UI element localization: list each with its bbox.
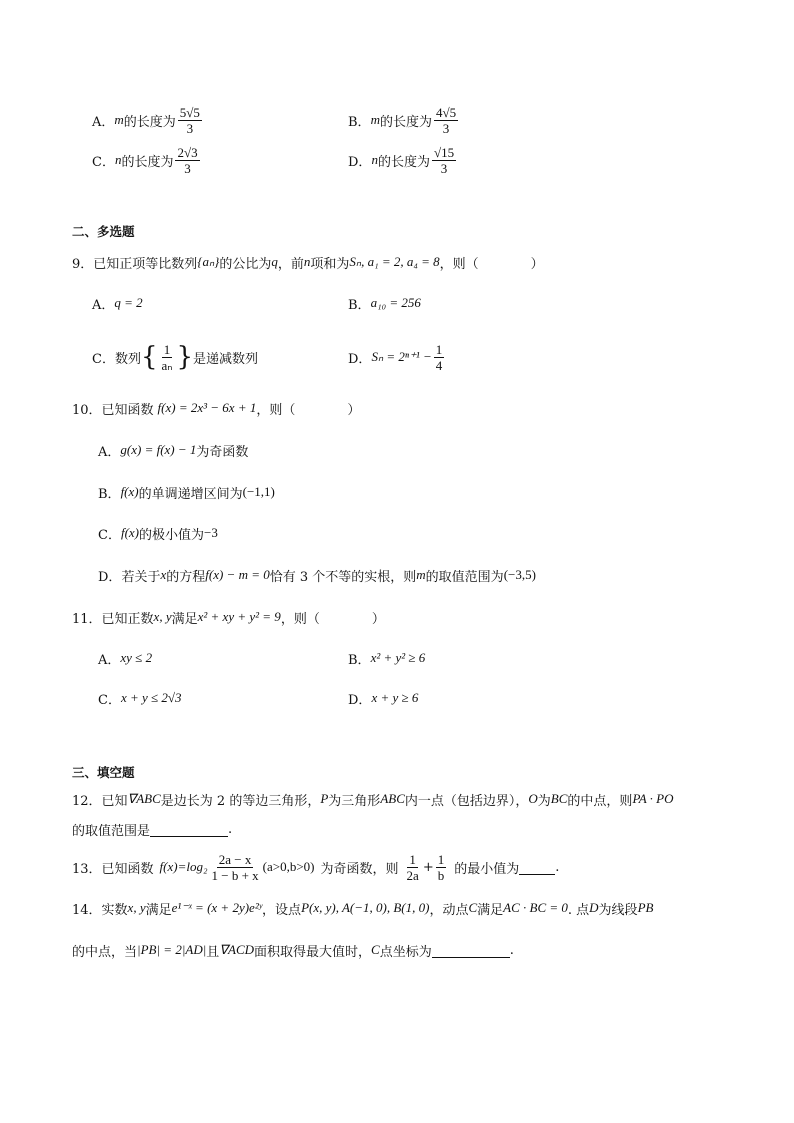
- answer-blank[interactable]: [150, 822, 228, 837]
- fraction: $\frac{1}{2a}$: [406, 851, 419, 883]
- fraction: $\frac{1}{4}$: [435, 341, 443, 373]
- left-brace: {: [140, 342, 158, 372]
- q11-option-b: B． x² + y² ≥ 6: [348, 650, 426, 668]
- q10-option-a: A． g(x) = f(x) − 1 为奇函数: [98, 442, 249, 460]
- question-12-line-1: 12．已知 ∇ABC 是边长为 2 的等边三角形， P 为三角形 ABC 内一点（包括边界）， O 为 BC 的中点，则 PA · PO: [72, 791, 674, 809]
- question-14-line-2: 的中点，当 |PB| = 2|AD| 且 ∇ACD 面积取得最大值时， C 点坐标为 .: [72, 942, 514, 960]
- right-brace: }: [176, 342, 194, 372]
- q8-option-d: D． n 的长度为 $\frac{√15}{3}$: [348, 144, 455, 176]
- question-11-stem: 11．已知正数 x, y 满足 x² + xy + y² = 9 ，则（ ）: [72, 609, 385, 627]
- question-13: 13．已知函数 f(x)=log₂ $\frac{2a - x}{1 - b + x}$ (a>0,b>0) 为奇函数，则 $\frac{1}{2a}$ + $\frac{1}{b}$ 的最小值为 .: [72, 851, 560, 883]
- q8-option-b: B． m 的长度为 $\frac{4√5}{3}$: [348, 104, 457, 136]
- answer-blank[interactable]: [432, 943, 510, 958]
- q8-option-c: C． n 的长度为 $\frac{2√3}{3}$: [92, 144, 198, 176]
- fraction: $\frac{2√3}{3}$: [177, 144, 198, 176]
- q11-option-a: A． xy ≤ 2: [98, 650, 153, 668]
- section-heading-multi-choice: 二、多选题: [72, 224, 135, 239]
- question-14-line-1: 14．实数 x, y 满足 e¹⁻ˣ = (x + 2y)e²ʸ ，设点 P(x, y), A(−1, 0), B(1, 0) ，动点 C 满足 AC · BC = 0 . 点 D 为线段 PB: [72, 900, 654, 918]
- q11-option-d: D． x + y ≥ 6: [348, 690, 419, 708]
- q8-option-a: A． m 的长度为 $\frac{5√5}{3}$: [92, 104, 200, 136]
- fraction: $\frac{4√5}{3}$: [435, 104, 457, 136]
- q9-option-a: A． q = 2: [92, 295, 143, 313]
- question-10-stem: 10．已知函数 f(x) = 2x³ − 6x + 1 ，则（ ）: [72, 400, 361, 418]
- fraction: $\frac{5√5}{3}$: [179, 104, 200, 136]
- q11-option-c: C． x + y ≤ 2√3: [98, 690, 182, 708]
- fraction: $\frac{2a - x}{1 - b + x}$: [211, 851, 259, 883]
- q9-option-b: B． a₁₀ = 256: [348, 295, 421, 313]
- q9-option-d: D． Sₙ = 2ⁿ⁺¹ − $\frac{1}{4}$: [348, 341, 443, 373]
- q10-option-c: C． f(x) 的极小值为 −3: [98, 525, 218, 543]
- fraction: $\frac{1}{\text{aₙ}}$: [161, 341, 173, 373]
- fraction: $\frac{1}{b}$: [437, 851, 445, 883]
- q9-option-c: C． 数列 { $\frac{1}{\text{aₙ}}$ } 是递减数列: [92, 341, 259, 373]
- q10-option-d: D． 若关于 x 的方程 f(x) − m = 0 恰有 3 个不等的实根，则 m 的取值范围为 (−3,5): [98, 567, 536, 585]
- section-heading-fill-blank: 三、填空题: [72, 765, 135, 780]
- question-9-stem: 9．已知正项等比数列 {aₙ} 的公比为 q ，前 n 项和为 Sₙ, a₁ = 2, a₄ = 8 ，则（ ）: [72, 254, 544, 272]
- answer-blank[interactable]: [519, 860, 555, 875]
- q10-option-b: B． f(x) 的单调递增区间为 (−1,1): [98, 484, 275, 502]
- fraction: $\frac{√15}{3}$: [433, 144, 455, 176]
- question-12-line-2: 的取值范围是 .: [72, 821, 233, 839]
